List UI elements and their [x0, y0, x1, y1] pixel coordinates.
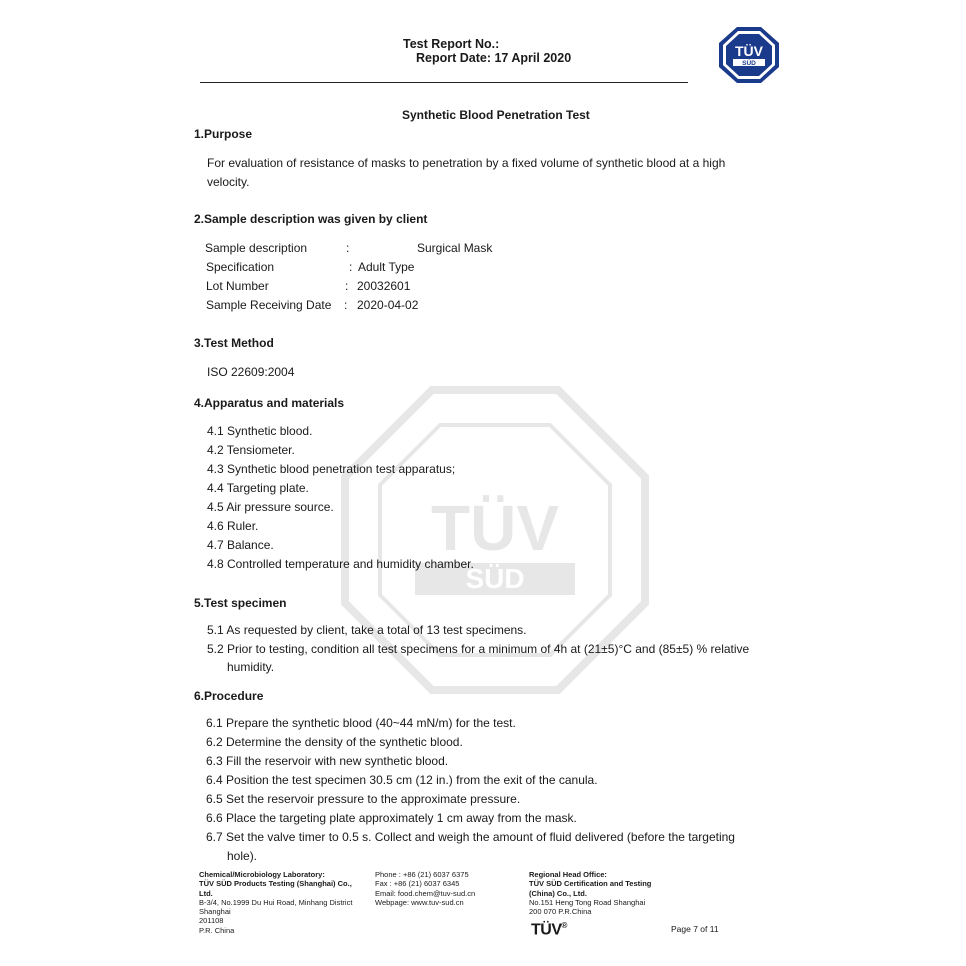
sample-value: 2020-04-02 [357, 298, 419, 312]
footer-lab-postcode: 201108 [199, 916, 224, 926]
apparatus-item: 4.6 Ruler. [207, 519, 259, 533]
section-heading-specimen: 5.Test specimen [194, 596, 287, 610]
procedure-step: 6.4 Position the test specimen 30.5 cm (12 in.) from the exit of the canula. [206, 773, 598, 787]
procedure-step: 6.1 Prepare the synthetic blood (40~44 mN/m) for the test. [206, 716, 516, 730]
section-heading-apparatus: 4.Apparatus and materials [194, 396, 345, 410]
footer-email: Email: food.chem@tuv-sud.cn [375, 888, 476, 898]
sample-value: Surgical Mask [417, 241, 493, 255]
section-heading-procedure: 6.Procedure [194, 689, 264, 703]
sample-separator: : [349, 260, 353, 274]
report-number-label: Test Report No.: [403, 37, 500, 51]
footer-lab-block [199, 870, 352, 935]
sample-separator: : [344, 298, 348, 312]
footer-lab-address: B-3/4, No.1999 Du Hui Road, Minhang District [199, 897, 353, 907]
specimen-text-line: 5.2 Prior to testing, condition all test specimens for a minimum of 4h at (21±5)°C and (85±5) % relative [207, 642, 750, 656]
header-divider [200, 82, 688, 83]
sample-separator: : [346, 241, 350, 255]
sample-label: Sample description [205, 241, 308, 255]
apparatus-item: 4.2 Tensiometer. [207, 443, 295, 457]
footer-office-postcode: 200 070 P.R.China [529, 907, 592, 917]
procedure-step: 6.5 Set the reservoir pressure to the approximate pressure. [206, 792, 521, 806]
specimen-text-line: humidity. [227, 660, 275, 674]
footer-office-company-suffix: (China) Co., Ltd. [529, 888, 587, 898]
method-standard: ISO 22609:2004 [207, 365, 295, 379]
svg-text:TÜV: TÜV [431, 492, 559, 564]
procedure-step: hole). [227, 849, 258, 863]
footer-office-title: Regional Head Office: [529, 870, 607, 879]
footer-phone: Phone : +86 (21) 6037 6375 [375, 870, 469, 879]
footer-lab-company: TÜV SÜD Products Testing (Shanghai) Co., [199, 879, 352, 889]
svg-text:SÜD: SÜD [465, 563, 525, 594]
footer-office-block [529, 870, 651, 916]
sample-label: Sample Receiving Date [206, 298, 332, 312]
sample-value: 20032601 [357, 279, 411, 293]
footer-lab-title: Chemical/Microbiology Laboratory: [199, 870, 325, 879]
registered-mark: ® [561, 921, 567, 930]
apparatus-item: 4.3 Synthetic blood penetration test apparatus; [207, 462, 456, 476]
footer-lab-country: P.R. China [199, 925, 235, 935]
procedure-step: 6.3 Fill the reservoir with new synthetic blood. [206, 754, 449, 768]
tuv-logo-icon [718, 26, 780, 84]
specimen-text-line: 5.1 As requested by client, take a total of 13 test specimens. [207, 623, 527, 637]
section-heading-sample: 2.Sample description was given by client [194, 212, 428, 226]
footer-tuv-brand [531, 921, 567, 939]
procedure-step: 6.6 Place the targeting plate approximately 1 cm away from the mask. [206, 811, 577, 825]
sample-label: Specification [206, 260, 275, 274]
svg-text:SÜD: SÜD [742, 60, 756, 67]
sample-label: Lot Number [206, 279, 269, 293]
apparatus-item: 4.1 Synthetic blood. [207, 424, 313, 438]
footer-fax: Fax : +86 (21) 6037 6345 [375, 879, 460, 889]
footer-contact-block [375, 870, 475, 907]
apparatus-item: 4.8 Controlled temperature and humidity chamber. [207, 557, 474, 571]
footer-office-company: TÜV SÜD Certification and Testing [529, 879, 652, 889]
apparatus-item: 4.5 Air pressure source. [207, 500, 334, 514]
apparatus-item: 4.7 Balance. [207, 538, 274, 552]
svg-text:TÜV: TÜV [735, 43, 763, 59]
purpose-text-line: For evaluation of resistance of masks to penetration by a fixed volume of synthetic blood at a high [207, 156, 726, 170]
section-heading-purpose: 1.Purpose [194, 127, 253, 141]
page-number: Page 7 of 11 [671, 924, 719, 934]
footer-tuv-brand-text: TÜV [531, 921, 562, 939]
sample-separator: : [345, 279, 349, 293]
footer-lab-company-suffix: Ltd. [199, 888, 213, 898]
apparatus-item: 4.4 Targeting plate. [207, 481, 309, 495]
footer-office-address: No.151 Heng Tong Road Shanghai [529, 897, 646, 907]
purpose-text-line: velocity. [207, 175, 250, 189]
document-title: Synthetic Blood Penetration Test [402, 108, 590, 122]
footer-webpage: Webpage: www.tuv-sud.cn [375, 897, 464, 907]
sample-value: Adult Type [358, 260, 415, 274]
report-date: Report Date: 17 April 2020 [416, 51, 572, 65]
procedure-step: 6.2 Determine the density of the synthetic blood. [206, 735, 463, 749]
section-heading-method: 3.Test Method [194, 336, 274, 350]
procedure-step: 6.7 Set the valve timer to 0.5 s. Collect and weigh the amount of fluid delivered (before the targeting [206, 830, 735, 844]
footer-lab-city: Shanghai [199, 907, 231, 917]
